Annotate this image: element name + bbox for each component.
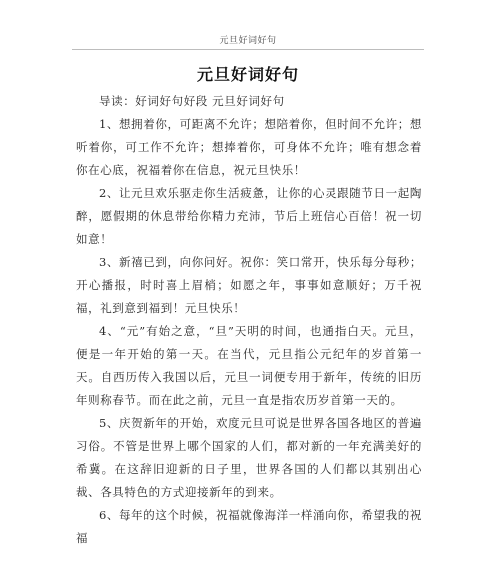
- paragraph-2: 2、让元旦欢乐驱走你生活疲惫，让你的心灵跟随节日一起陶醉，愿假期的休息带给你精力充沛，节后上班信心百倍！祝一切如意！: [76, 186, 422, 246]
- paragraph-1: 1、想拥着你，可距离不允许；想陪着你，但时间不允许；想听着你，可工作不允许；想捧着你，可身体不允许；唯有想念着你在心底，祝福着你在信息，祝元旦快乐！: [76, 117, 422, 177]
- page-title: 元旦好词好句: [196, 65, 299, 84]
- header-divider: [72, 49, 424, 50]
- running-header: 元旦好词好句: [219, 36, 277, 46]
- paragraph-6: 6、每年的这个时候，祝福就像海洋一样涌向你，希望我的祝福: [76, 508, 422, 545]
- paragraph-4: 4、“元”有始之意，“旦”天明的时间，也通指白天。元旦，便是一年开始的第一天。在当代，元旦指公元纪年的岁首第一天。自西历传入我国以后，元旦一词便专用于新年，传统的旧历年则称春节。而在此之前，元旦一直是指农历岁首第一天的。: [76, 324, 422, 407]
- paragraph-3: 3、新禧已到，向你问好。祝你：笑口常开，快乐每分每秒；开心播报，时时喜上眉梢；如愿之年，事事如意顺好；万千祝福，礼到意到福到！元旦快乐！: [76, 255, 422, 315]
- intro-paragraph: 导读：好词好句好段 元旦好词好句: [99, 94, 285, 108]
- paragraph-5: 5、庆贺新年的开始，欢度元旦可说是世界各国各地区的普遍习俗。不管是世界上哪个国家的人们，都对新的一年充满美好的希冀。在这辞旧迎新的日子里，世界各国的人们都以其别出心裁、各具特色的方式迎接新年的到来。: [76, 416, 422, 499]
- document-body: [76, 90, 422, 550]
